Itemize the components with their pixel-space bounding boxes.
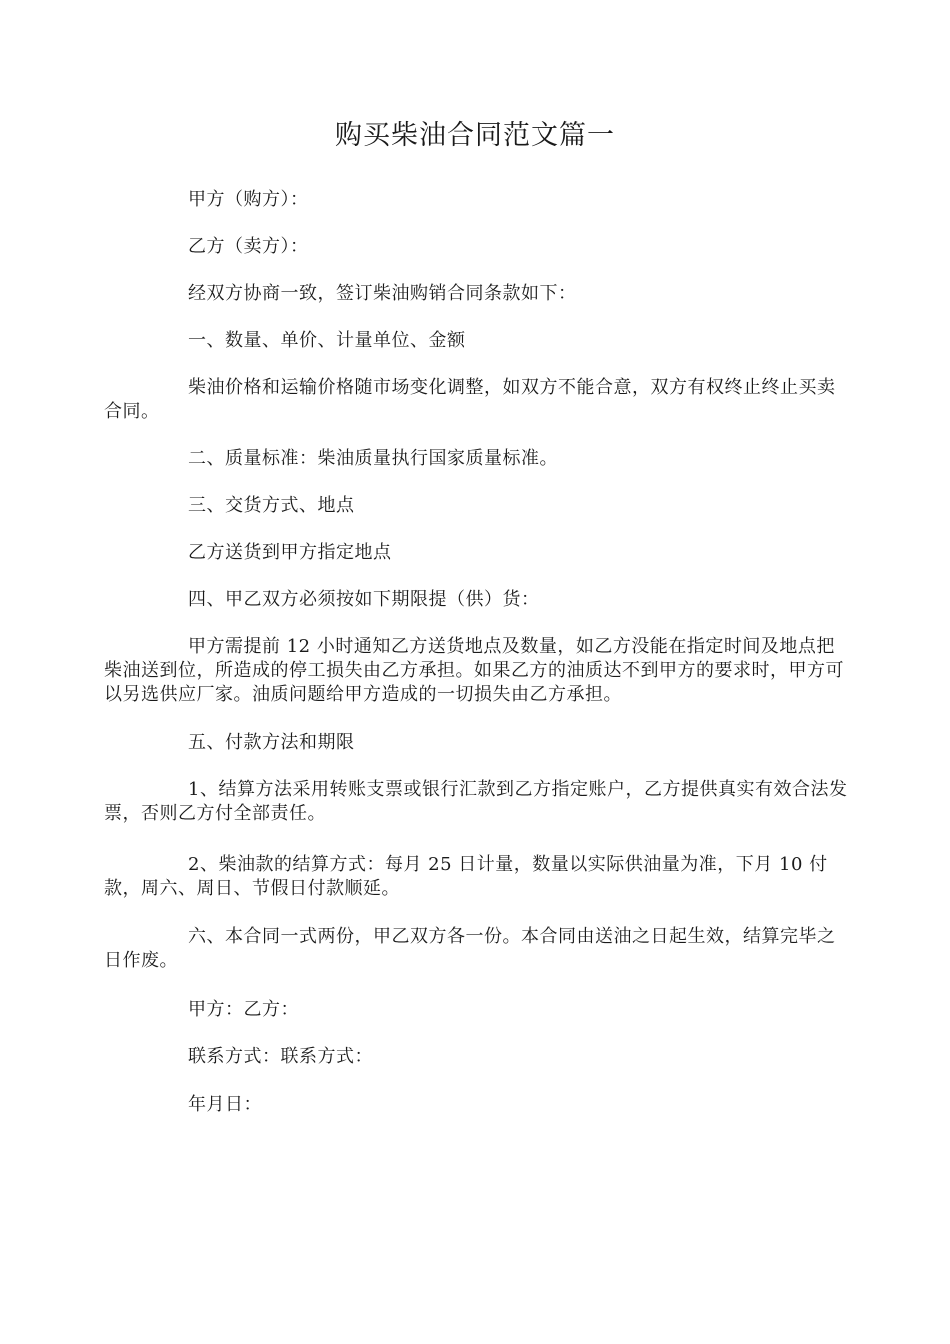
signature-contacts: 联系方式：联系方式： (188, 1046, 373, 1067)
party-a-line: 甲方（购方）： (188, 189, 309, 210)
section-4-heading: 四、甲乙双方必须按如下期限提（供）货： (188, 589, 540, 610)
party-b-line: 乙方（卖方）： (188, 236, 309, 257)
section-5-item-1: 1、结算方法采用转账支票或银行汇款到乙方指定账户，乙方提供真实有效合法发票，否则乙方付全部责任。 (104, 779, 848, 824)
signature-parties: 甲方：乙方： (188, 999, 299, 1020)
section-4-body: 甲方需提前 12 小时通知乙方送货地点及数量，如乙方没能在指定时间及地点把柴油送到位，所造成的停工损失由乙方承担。如果乙方的油质达不到甲方的要求时，甲方可以另选供应厂家。油质问题给甲方造成的一切损失由乙方承担。 (104, 636, 844, 705)
section-5-item-2: 2、柴油款的结算方式：每月 25 日计量，数量以实际供油量为准，下月 10 付款，周六、周日、节假日付款顺延。 (104, 854, 828, 899)
signature-date: 年月日： (188, 1094, 262, 1115)
section-5-heading: 五、付款方法和期限 (188, 732, 355, 753)
section-1-heading: 一、数量、单价、计量单位、金额 (188, 330, 466, 351)
section-6-text: 六、本合同一式两份，甲乙双方各一份。本合同由送油之日起生效，结算完毕之日作废。 (104, 926, 836, 971)
section-3-heading: 三、交货方式、地点 (188, 495, 355, 516)
section-2-heading: 二、质量标准：柴油质量执行国家质量标准。 (188, 448, 558, 469)
document-title: 购买柴油合同范文篇一 (335, 120, 615, 151)
agreement-intro: 经双方协商一致，签订柴油购销合同条款如下： (188, 283, 577, 304)
section-1-body: 柴油价格和运输价格随市场变化调整，如双方不能合意，双方有权终止终止买卖合同。 (104, 377, 836, 422)
section-3-body: 乙方送货到甲方指定地点 (188, 542, 392, 563)
